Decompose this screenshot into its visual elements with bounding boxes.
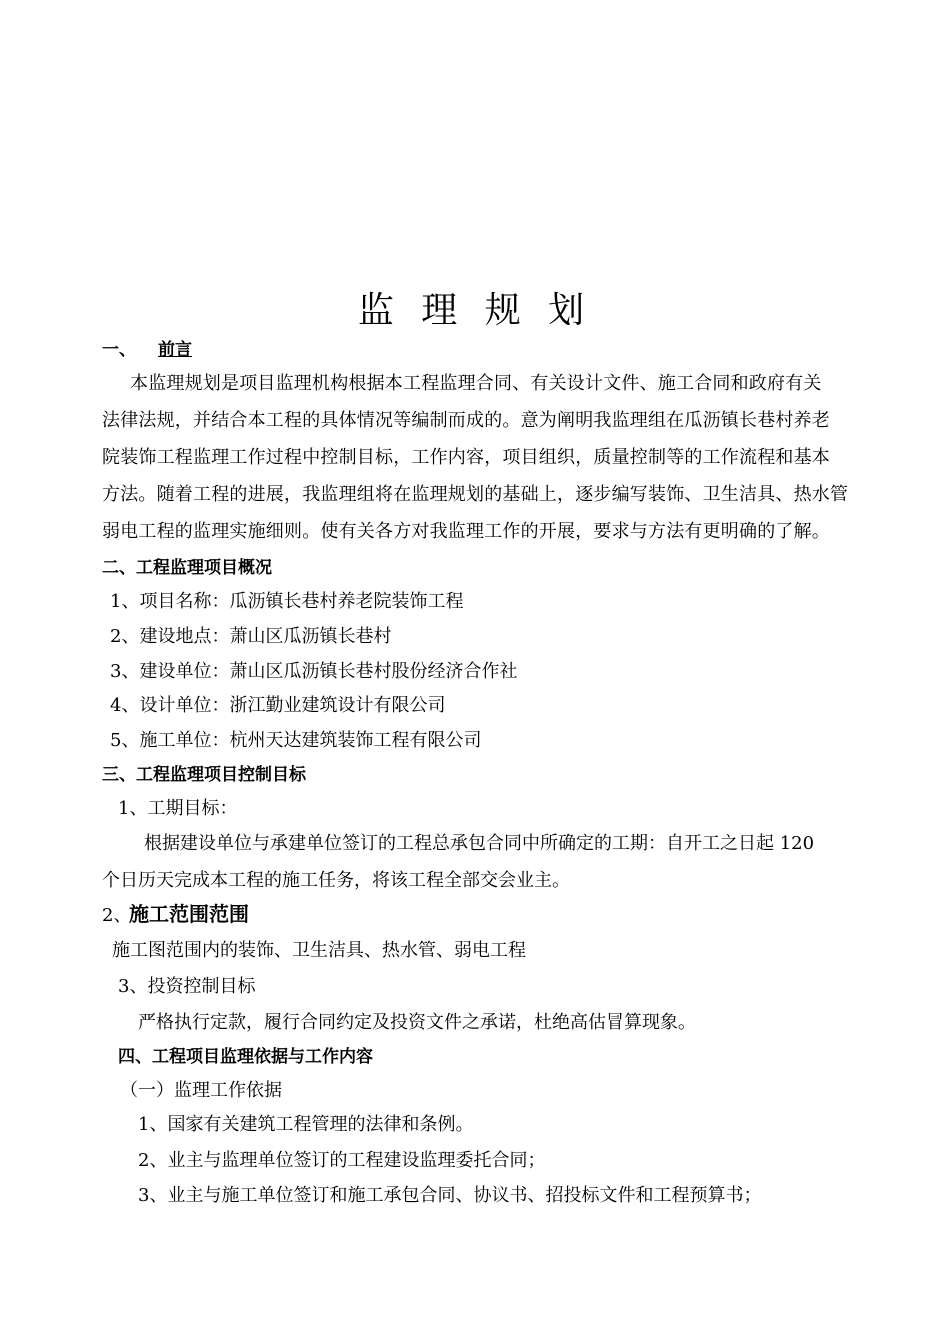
section-2-heading: 二、工程监理项目概况 — [102, 558, 272, 578]
basis-item-3: 3、业主与施工单位签订和施工承包合同、协议书、招投标文件和工程预算书； — [138, 1185, 762, 1206]
preface-line-4: 方法。随着工程的进展，我监理组将在监理规划的基础上，逐步编写装饰、卫生洁具、热水管 — [102, 484, 849, 505]
document-title: 监 理 规 划 — [357, 290, 593, 331]
preface-line-5: 弱电工程的监理实施细则。使有关各方对我监理工作的开展，要求与方法有更明确的了解。 — [102, 521, 830, 542]
basis-item-2: 2、业主与监理单位签订的工程建设监理委托合同； — [138, 1150, 546, 1171]
scope-text: 施工图范围内的装饰、卫生洁具、热水管、弱电工程 — [112, 940, 526, 961]
investment-target-text: 严格执行定款，履行合同约定及投资文件之承诺，杜绝高估冒算现象。 — [138, 1012, 696, 1033]
section-1-heading: 前言 — [158, 340, 192, 360]
scope-title: 施工范围范围 — [129, 902, 249, 926]
basis-item-1: 1、国家有关建筑工程管理的法律和条例。 — [138, 1114, 474, 1135]
schedule-target-title: 1、工期目标： — [118, 798, 238, 819]
preface-line-3: 院装饰工程监理工作过程中控制目标，工作内容，项目组织，质量控制等的工作流程和基本 — [102, 447, 830, 468]
schedule-target-line-1: 根据建设单位与承建单位签订的工程总承包合同中所确定的工期：自开工之日起 120 — [144, 833, 815, 854]
section-3-heading: 三、工程监理项目控制目标 — [102, 765, 306, 785]
investment-target-title: 3、投资控制目标 — [118, 976, 256, 997]
section-4-heading: 四、工程项目监理依据与工作内容 — [118, 1047, 373, 1067]
overview-item-4: 4、设计单位：浙江勤业建筑设计有限公司 — [110, 695, 446, 716]
section-1-number: 一、 — [102, 340, 136, 360]
preface-line-1: 本监理规划是项目监理机构根据本工程监理合同、有关设计文件、施工合同和政府有关 — [130, 373, 822, 394]
overview-item-2: 2、建设地点：萧山区瓜沥镇长巷村 — [110, 626, 392, 647]
basis-subtitle: （一）监理工作依据 — [120, 1080, 282, 1101]
preface-line-2: 法律法规，并结合本工程的具体情况等编制而成的。意为阐明我监理组在瓜沥镇长巷村养老 — [102, 410, 830, 431]
overview-item-1: 1、项目名称：瓜沥镇长巷村养老院装饰工程 — [110, 591, 464, 612]
scope-number: 2、 — [102, 905, 132, 926]
schedule-target-line-2: 个日历天完成本工程的施工任务，将该工程全部交会业主。 — [102, 870, 570, 891]
overview-item-3: 3、建设单位：萧山区瓜沥镇长巷村股份经济合作社 — [110, 661, 518, 682]
overview-item-5: 5、施工单位：杭州天达建筑装饰工程有限公司 — [110, 730, 482, 751]
